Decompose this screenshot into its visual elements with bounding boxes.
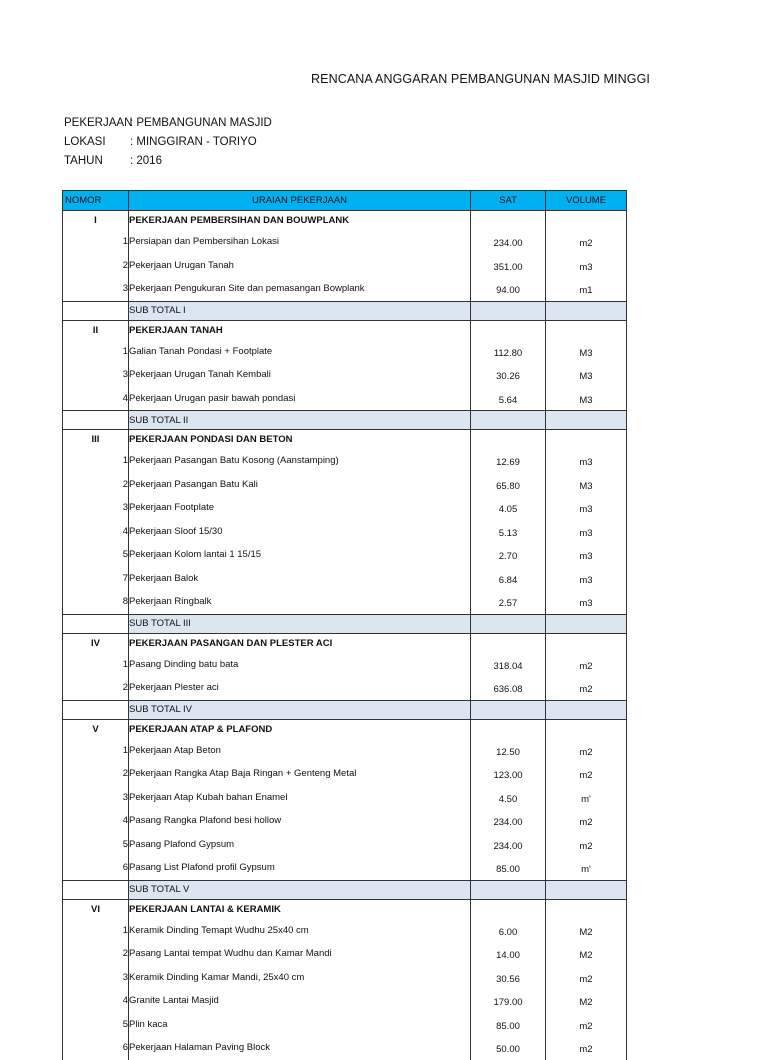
- item-description: Pekerjaan Urugan pasir bawah pondasi: [129, 387, 471, 411]
- table-row: [63, 520, 627, 544]
- table-row: [63, 543, 627, 567]
- item-sat: 85.00: [471, 1013, 546, 1037]
- item-description: Pekerjaan Sloof 15/30: [129, 520, 471, 544]
- info-key: TAHUN: [64, 155, 103, 167]
- section-volume: [546, 899, 627, 919]
- section-number: V: [63, 719, 129, 739]
- item-description: Pekerjaan Rangka Atap Baja Ringan + Genteng Metal: [129, 762, 471, 786]
- item-number: 2: [63, 762, 129, 786]
- subtotal-sat: [471, 301, 546, 320]
- item-volume: m3: [546, 543, 627, 567]
- section-number: VI: [63, 899, 129, 919]
- info-lokasi: [64, 136, 257, 148]
- item-number: 5: [63, 1013, 129, 1037]
- item-volume: m3: [546, 520, 627, 544]
- subtotal-sat: [471, 700, 546, 719]
- info-key: PEKERJAAN: [64, 117, 133, 129]
- item-description: Pekerjaan Kolom lantai 1 15/15: [129, 543, 471, 567]
- item-number: 1: [63, 230, 129, 254]
- item-volume: m3: [546, 567, 627, 591]
- table-row: [63, 786, 627, 810]
- item-number: 1: [63, 919, 129, 943]
- item-number: 3: [63, 277, 129, 301]
- item-number: 8: [63, 590, 129, 614]
- section-row: [63, 899, 627, 919]
- table-row: [63, 1013, 627, 1037]
- item-description: Pekerjaan Balok: [129, 567, 471, 591]
- section-row: [63, 211, 627, 231]
- section-row: [63, 320, 627, 340]
- item-number: 4: [63, 989, 129, 1013]
- item-volume: m2: [546, 809, 627, 833]
- section-title: PEKERJAAN PONDASI DAN BETON: [129, 430, 471, 450]
- section-row: [63, 430, 627, 450]
- subtotal-label: SUB TOTAL V: [129, 880, 471, 899]
- item-description: Plin kaca: [129, 1013, 471, 1037]
- item-volume: M2: [546, 919, 627, 943]
- item-volume: M3: [546, 387, 627, 411]
- item-number: 1: [63, 653, 129, 677]
- item-number: 3: [63, 786, 129, 810]
- section-title: PEKERJAAN PASANGAN DAN PLESTER ACI: [129, 633, 471, 653]
- item-sat: 4.50: [471, 786, 546, 810]
- table-row: [63, 230, 627, 254]
- item-volume: M2: [546, 942, 627, 966]
- item-description: Pekerjaan Ringbalk: [129, 590, 471, 614]
- table-row: [63, 567, 627, 591]
- item-description: Pekerjaan Pasangan Batu Kali: [129, 473, 471, 497]
- item-description: Pekerjaan Atap Kubah bahan Enamel: [129, 786, 471, 810]
- item-number: 2: [63, 676, 129, 700]
- subtotal-sat: [471, 614, 546, 633]
- item-sat: 318.04: [471, 653, 546, 677]
- subtotal-volume: [546, 411, 627, 430]
- section-sat: [471, 320, 546, 340]
- item-sat: 112.80: [471, 340, 546, 364]
- item-sat: 6.00: [471, 919, 546, 943]
- item-number: 5: [63, 833, 129, 857]
- item-volume: m3: [546, 590, 627, 614]
- table-row: [63, 942, 627, 966]
- info-tahun: [64, 155, 162, 167]
- item-sat: 14.00: [471, 942, 546, 966]
- item-volume: m2: [546, 1036, 627, 1060]
- item-sat: 123.00: [471, 762, 546, 786]
- item-number: 1: [63, 739, 129, 763]
- item-description: Persiapan dan Pembersihan Lokasi: [129, 230, 471, 254]
- info-key: LOKASI: [64, 136, 106, 148]
- item-number: 2: [63, 473, 129, 497]
- item-number: 5: [63, 543, 129, 567]
- item-number: 1: [63, 340, 129, 364]
- item-description: Keramik Dinding Kamar Mandi, 25x40 cm: [129, 966, 471, 990]
- item-description: Pasang Rangka Plafond besi hollow: [129, 809, 471, 833]
- item-volume: m2: [546, 1013, 627, 1037]
- table-row: [63, 919, 627, 943]
- item-sat: 30.56: [471, 966, 546, 990]
- item-sat: 50.00: [471, 1036, 546, 1060]
- item-description: Granite Lantai Masjid: [129, 989, 471, 1013]
- info-value: : PEMBANGUNAN MASJID: [130, 117, 272, 129]
- subtotal-label: SUB TOTAL I: [129, 301, 471, 320]
- item-volume: M2: [546, 989, 627, 1013]
- table-row: [63, 989, 627, 1013]
- table-header-row: [63, 191, 627, 211]
- item-volume: m': [546, 786, 627, 810]
- table-row: [63, 653, 627, 677]
- section-volume: [546, 211, 627, 231]
- table-row: [63, 1036, 627, 1060]
- info-value: : 2016: [130, 155, 162, 167]
- subtotal-row: [63, 614, 627, 633]
- section-number: I: [63, 211, 129, 231]
- item-number: 7: [63, 567, 129, 591]
- item-volume: m3: [546, 254, 627, 278]
- item-description: Pasang Lantai tempat Wudhu dan Kamar Mandi: [129, 942, 471, 966]
- item-sat: 2.70: [471, 543, 546, 567]
- table-row: [63, 277, 627, 301]
- item-description: Keramik Dinding Temapt Wudhu 25x40 cm: [129, 919, 471, 943]
- item-sat: 85.00: [471, 856, 546, 880]
- subtotal-number: [63, 301, 129, 320]
- table-body: [63, 211, 627, 1060]
- table-row: [63, 449, 627, 473]
- item-volume: M3: [546, 340, 627, 364]
- item-description: Pasang Plafond Gypsum: [129, 833, 471, 857]
- subtotal-number: [63, 411, 129, 430]
- header-sat: SAT: [471, 191, 546, 211]
- table-row: [63, 473, 627, 497]
- section-volume: [546, 320, 627, 340]
- item-volume: M3: [546, 363, 627, 387]
- table-row: [63, 809, 627, 833]
- subtotal-row: [63, 880, 627, 899]
- info-pekerjaan: [64, 117, 272, 129]
- item-description: Pasang Dinding batu bata: [129, 653, 471, 677]
- item-number: 3: [63, 966, 129, 990]
- item-sat: 234.00: [471, 230, 546, 254]
- item-number: 3: [63, 496, 129, 520]
- item-description: Pekerjaan Urugan Tanah: [129, 254, 471, 278]
- table-row: [63, 387, 627, 411]
- item-volume: m2: [546, 230, 627, 254]
- table-row: [63, 590, 627, 614]
- item-sat: 30.26: [471, 363, 546, 387]
- table-row: [63, 833, 627, 857]
- item-sat: 94.00: [471, 277, 546, 301]
- subtotal-volume: [546, 301, 627, 320]
- item-number: 1: [63, 449, 129, 473]
- section-sat: [471, 899, 546, 919]
- item-sat: 12.50: [471, 739, 546, 763]
- rab-table: [62, 190, 627, 1060]
- section-title: PEKERJAAN ATAP & PLAFOND: [129, 719, 471, 739]
- item-sat: 234.00: [471, 833, 546, 857]
- table-row: [63, 762, 627, 786]
- item-volume: m2: [546, 739, 627, 763]
- item-volume: m3: [546, 496, 627, 520]
- item-number: 6: [63, 856, 129, 880]
- item-description: Pekerjaan Pengukuran Site dan pemasangan Bowplank: [129, 277, 471, 301]
- subtotal-number: [63, 880, 129, 899]
- section-title: PEKERJAAN PEMBERSIHAN DAN BOUWPLANK: [129, 211, 471, 231]
- subtotal-number: [63, 614, 129, 633]
- table-row: [63, 496, 627, 520]
- item-description: Pekerjaan Footplate: [129, 496, 471, 520]
- item-number: 4: [63, 520, 129, 544]
- section-number: IV: [63, 633, 129, 653]
- table-row: [63, 340, 627, 364]
- subtotal-row: [63, 700, 627, 719]
- item-volume: m2: [546, 762, 627, 786]
- item-volume: m2: [546, 966, 627, 990]
- item-number: 4: [63, 387, 129, 411]
- item-number: 3: [63, 363, 129, 387]
- section-volume: [546, 633, 627, 653]
- item-sat: 636.08: [471, 676, 546, 700]
- item-description: Galian Tanah Pondasi + Footplate: [129, 340, 471, 364]
- item-description: Pekerjaan Urugan Tanah Kembali: [129, 363, 471, 387]
- item-number: 4: [63, 809, 129, 833]
- header-uraian: URAIAN PEKERJAAN: [129, 191, 471, 211]
- subtotal-sat: [471, 411, 546, 430]
- item-volume: m2: [546, 653, 627, 677]
- item-volume: M3: [546, 473, 627, 497]
- subtotal-sat: [471, 880, 546, 899]
- header-nomor: NOMOR: [63, 191, 129, 211]
- item-description: Pasang List Plafond profil Gypsum: [129, 856, 471, 880]
- subtotal-row: [63, 301, 627, 320]
- subtotal-number: [63, 700, 129, 719]
- table-row: [63, 966, 627, 990]
- subtotal-label: SUB TOTAL IV: [129, 700, 471, 719]
- item-number: 6: [63, 1036, 129, 1060]
- section-title: PEKERJAAN LANTAI & KERAMIK: [129, 899, 471, 919]
- item-description: Pekerjaan Halaman Paving Block: [129, 1036, 471, 1060]
- subtotal-volume: [546, 880, 627, 899]
- table-row: [63, 363, 627, 387]
- item-volume: m3: [546, 449, 627, 473]
- section-number: III: [63, 430, 129, 450]
- item-sat: 5.13: [471, 520, 546, 544]
- section-sat: [471, 211, 546, 231]
- table-row: [63, 856, 627, 880]
- section-sat: [471, 430, 546, 450]
- header-volume: VOLUME: [546, 191, 627, 211]
- item-volume: m1: [546, 277, 627, 301]
- info-value: : MINGGIRAN - TORIYO: [130, 136, 257, 148]
- item-description: Pekerjaan Plester aci: [129, 676, 471, 700]
- section-row: [63, 719, 627, 739]
- section-volume: [546, 719, 627, 739]
- item-number: 2: [63, 254, 129, 278]
- table-row: [63, 739, 627, 763]
- item-sat: 65.80: [471, 473, 546, 497]
- table-row: [63, 254, 627, 278]
- section-sat: [471, 719, 546, 739]
- item-description: Pekerjaan Atap Beton: [129, 739, 471, 763]
- item-sat: 234.00: [471, 809, 546, 833]
- subtotal-volume: [546, 614, 627, 633]
- document-title: RENCANA ANGGARAN PEMBANGUNAN MASJID MINGGI: [311, 72, 650, 86]
- item-sat: 12.69: [471, 449, 546, 473]
- subtotal-volume: [546, 700, 627, 719]
- section-sat: [471, 633, 546, 653]
- table-row: [63, 676, 627, 700]
- item-sat: 6.84: [471, 567, 546, 591]
- item-sat: 179.00: [471, 989, 546, 1013]
- item-sat: 4.05: [471, 496, 546, 520]
- item-number: 2: [63, 942, 129, 966]
- subtotal-row: [63, 411, 627, 430]
- item-volume: m': [546, 856, 627, 880]
- item-volume: m2: [546, 833, 627, 857]
- item-sat: 2.57: [471, 590, 546, 614]
- subtotal-label: SUB TOTAL II: [129, 411, 471, 430]
- subtotal-label: SUB TOTAL III: [129, 614, 471, 633]
- item-sat: 351.00: [471, 254, 546, 278]
- item-sat: 5.64: [471, 387, 546, 411]
- section-number: II: [63, 320, 129, 340]
- item-description: Pekerjaan Pasangan Batu Kosong (Aanstamping): [129, 449, 471, 473]
- section-title: PEKERJAAN TANAH: [129, 320, 471, 340]
- section-volume: [546, 430, 627, 450]
- section-row: [63, 633, 627, 653]
- item-volume: m2: [546, 676, 627, 700]
